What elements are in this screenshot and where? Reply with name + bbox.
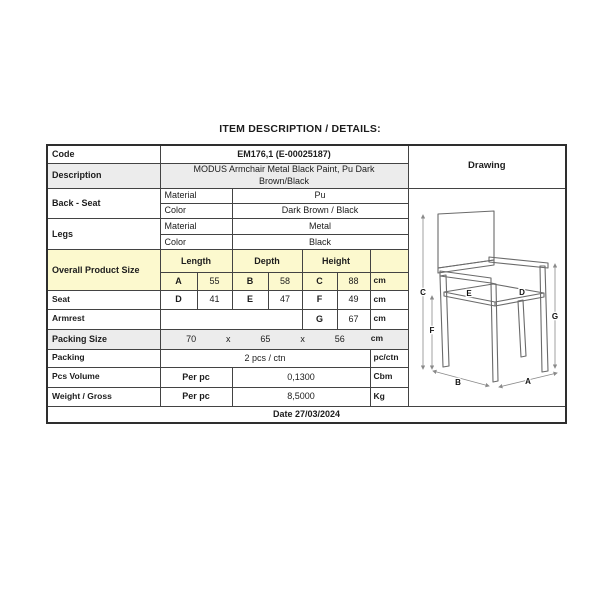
chair-backrest <box>438 211 494 268</box>
packing-size-sep1: x <box>226 333 231 344</box>
dim-e-key: E <box>232 290 268 309</box>
seat-label: Seat <box>47 290 160 309</box>
row-date <box>47 406 566 423</box>
dim-d-value: 41 <box>197 290 232 309</box>
backseat-color-label: Color <box>160 203 232 218</box>
packing-unit: pc/ctn <box>370 349 408 367</box>
dim-b-key: B <box>232 272 268 290</box>
chair-leg-back-left <box>440 275 449 367</box>
backseat-color-value: Dark Brown / Black <box>232 203 408 218</box>
dim-g-key: G <box>302 309 337 329</box>
chair-leg-front-right <box>540 266 548 372</box>
dim-c-key: C <box>302 272 337 290</box>
packing-size-sep2: x <box>300 333 305 344</box>
legs-material-label: Material <box>160 218 232 235</box>
backseat-material-label: Material <box>160 188 232 203</box>
chair-leg-front-left <box>491 283 498 382</box>
armrest-label: Armrest <box>47 309 160 329</box>
pcs-volume-unit: Cbm <box>370 367 408 387</box>
dim-a-value: 55 <box>197 272 232 290</box>
dim-label-f: F <box>429 325 434 335</box>
size-header-spacer <box>370 250 408 273</box>
dim-d-key: D <box>160 290 197 309</box>
page-title: ITEM DESCRIPTION / DETAILS: <box>219 123 381 135</box>
chair-drawing <box>409 189 566 406</box>
dim-c-value: 88 <box>337 272 370 290</box>
row-code <box>47 145 566 163</box>
legs-label: Legs <box>47 218 160 250</box>
depth-header: Depth <box>232 250 302 273</box>
backseat-label: Back - Seat <box>47 188 160 218</box>
packing-size-depth: 65 <box>260 333 271 344</box>
chair-back-crossbar <box>438 260 494 273</box>
packing-size-label: Packing Size <box>47 329 160 349</box>
height-header: Height <box>302 250 370 273</box>
code-label: Code <box>47 145 160 163</box>
drawing-cell <box>408 188 566 406</box>
backseat-material-value: Pu <box>232 188 408 203</box>
chair-armrest-left <box>440 271 491 283</box>
length-header: Length <box>160 250 232 273</box>
dim-f-value: 49 <box>337 290 370 309</box>
chair-armrest-right <box>489 257 548 268</box>
dim-label-c: C <box>419 287 426 297</box>
pcs-volume-per: Per pc <box>160 367 232 387</box>
dim-f-key: F <box>302 290 337 309</box>
legs-color-label: Color <box>160 235 232 250</box>
legs-material-value: Metal <box>232 218 408 235</box>
description-label: Description <box>47 163 160 188</box>
spec-table <box>46 144 567 424</box>
drawing-header: Drawing <box>408 145 566 188</box>
dim-e-value: 47 <box>268 290 302 309</box>
armrest-unit: cm <box>370 309 408 329</box>
dim-label-e: E <box>465 288 472 298</box>
description-value: MODUS Armchair Metal Black Paint, Pu Dark Brown/Black <box>160 163 408 188</box>
weight-value: 8,5000 <box>232 387 370 406</box>
overall-size-label: Overall Product Size <box>47 250 160 291</box>
row-backseat-material <box>47 188 566 203</box>
weight-label: Weight / Gross <box>47 387 160 406</box>
packing-size-values <box>160 329 408 349</box>
weight-unit: Kg <box>370 387 408 406</box>
dim-g-value: 67 <box>337 309 370 329</box>
packing-size-height: 56 <box>334 333 345 344</box>
packing-label: Packing <box>47 349 160 367</box>
overall-unit: cm <box>370 272 408 290</box>
dim-line-b <box>433 371 489 386</box>
seat-unit: cm <box>370 290 408 309</box>
weight-per: Per pc <box>160 387 232 406</box>
pcs-volume-label: Pcs Volume <box>47 367 160 387</box>
dim-label-b: B <box>454 377 461 387</box>
pcs-volume-value: 0,1300 <box>232 367 370 387</box>
packing-value: 2 pcs / ctn <box>160 349 370 367</box>
date-cell: Date 27/03/2024 <box>47 406 566 423</box>
dim-label-a: A <box>524 376 531 386</box>
chair-leg-back-right <box>518 300 526 357</box>
armrest-spacer <box>160 309 302 329</box>
dim-label-g: G <box>551 311 558 321</box>
chair-seat-edge <box>444 292 544 306</box>
code-value: EM176,1 (E-00025187) <box>160 145 408 163</box>
dim-b-value: 58 <box>268 272 302 290</box>
legs-color-value: Black <box>232 235 408 250</box>
packing-size-length: 70 <box>186 333 197 344</box>
packing-size-unit: cm <box>370 333 384 344</box>
dim-label-d: D <box>518 287 525 297</box>
dim-a-key: A <box>160 272 197 290</box>
